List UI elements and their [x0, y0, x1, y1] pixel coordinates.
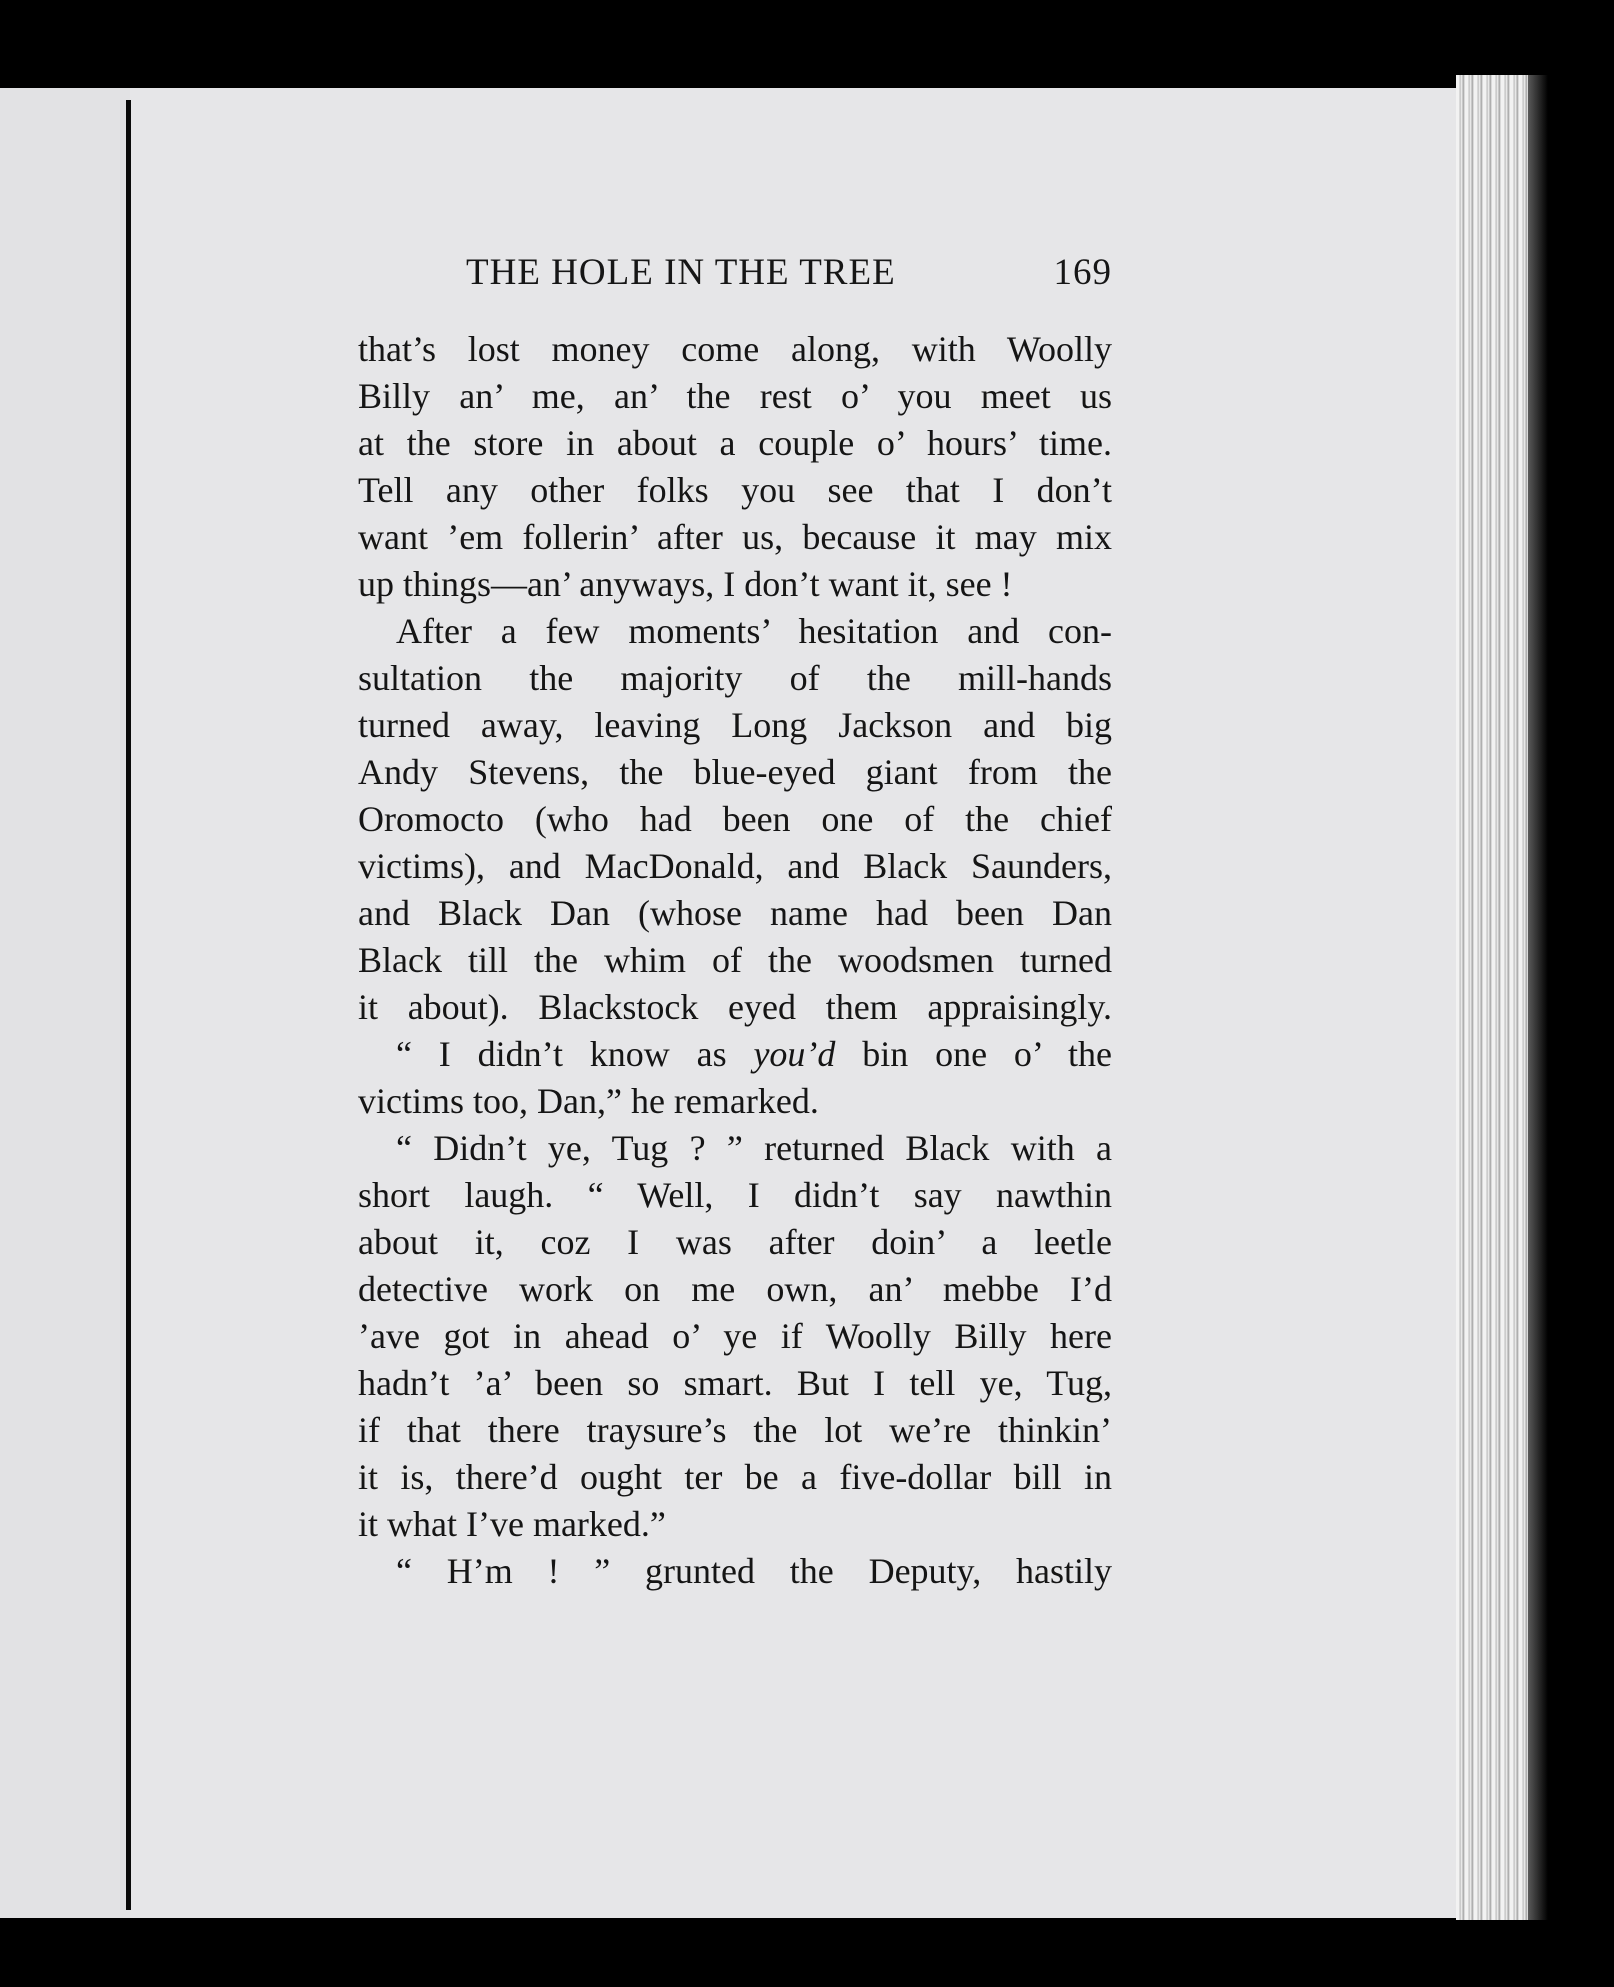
text-line: Oromocto (who had been one of the chief — [358, 799, 1112, 839]
text-line: Billy an’ me, an’ the rest o’ you meet us — [358, 376, 1112, 416]
page-spine-edge — [126, 100, 131, 1910]
text-line: turned away, leaving Long Jackson and big — [358, 705, 1112, 745]
text-line: short laugh. “ Well, I didn’t say nawthin — [358, 1175, 1112, 1215]
text-line: victims), and MacDonald, and Black Saunders, — [358, 846, 1112, 886]
running-head — [360, 245, 1112, 305]
running-head-title: THE HOLE IN THE TREE — [466, 252, 896, 293]
text-line — [358, 1031, 1112, 1078]
text-line: it is, there’d ought ter be a five-dollar bill in — [358, 1457, 1112, 1497]
text-line: it about). Blackstock eyed them appraisingly. — [358, 987, 1112, 1027]
text-line: victims too, Dan,” he remarked. — [358, 1081, 819, 1121]
text-line: Tell any other folks you see that I don’t — [358, 470, 1112, 510]
text-line: that’s lost money come along, with Woolly — [358, 329, 1112, 369]
body-text — [358, 326, 1112, 1595]
text-line: detective work on me own, an’ mebbe I’d — [358, 1269, 1112, 1309]
text-line: “ H’m ! ” grunted the Deputy, hastily — [396, 1551, 1112, 1591]
text-segment: “ I didn’t know as — [396, 1034, 727, 1074]
text-line: want ’em follerin’ after us, because it may mix — [358, 517, 1112, 557]
text-line: ’ave got in ahead o’ ye if Woolly Billy here — [358, 1316, 1112, 1356]
text-line: After a few moments’ hesitation and con- — [396, 611, 1112, 651]
text-line: sultation the majority of the mill-hands — [358, 658, 1112, 698]
text-line: Black till the whim of the woodsmen turned — [358, 940, 1112, 980]
page-fore-edge — [1456, 75, 1528, 1920]
text-line: up things—an’ anyways, I don’t want it, see ! — [358, 564, 1013, 604]
text-line: and Black Dan (whose name had been Dan — [358, 893, 1112, 933]
text-line: “ Didn’t ye, Tug ? ” returned Black with a — [396, 1128, 1112, 1168]
italic-word: you’d — [753, 1034, 836, 1074]
text-line: at the store in about a couple o’ hours’ time. — [358, 423, 1112, 463]
text-line: if that there traysure’s the lot we’re thinkin’ — [358, 1410, 1112, 1450]
fore-edge-shadow — [1528, 75, 1548, 1920]
text-line: Andy Stevens, the blue-eyed giant from the — [358, 752, 1112, 792]
page-number: 169 — [1053, 252, 1112, 293]
facing-page-gutter — [0, 88, 130, 1918]
text-line: it what I’ve marked.” — [358, 1504, 666, 1544]
text-segment: bin one o’ the — [862, 1034, 1112, 1074]
text-line: about it, coz I was after doin’ a leetle — [358, 1222, 1112, 1262]
text-line: hadn’t ’a’ been so smart. But I tell ye, Tug, — [358, 1363, 1112, 1403]
